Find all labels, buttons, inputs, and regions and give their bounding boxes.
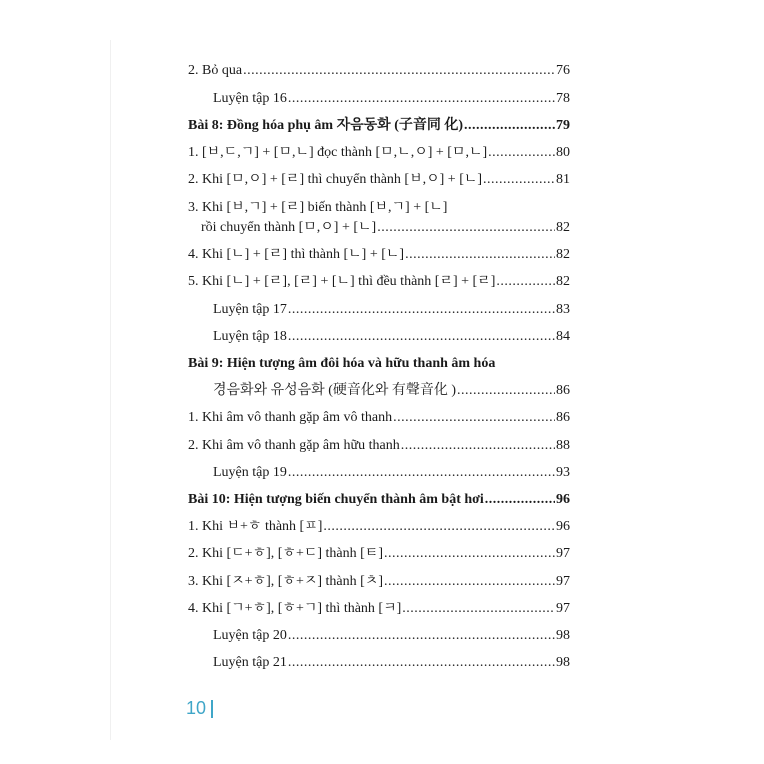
toc-entry-page: 78 <box>556 91 570 106</box>
toc-entry-title: 5. Khi [ㄴ] + [ㄹ], [ㄹ] + [ㄴ] thì đều thành [ㄹ] + [ㄹ] <box>188 274 496 289</box>
dot-leader <box>402 601 555 617</box>
toc-entry <box>188 323 570 345</box>
toc-entry-title: Luyện tập 21 <box>213 655 287 670</box>
toc-entry <box>188 268 570 290</box>
dot-leader <box>393 410 555 426</box>
page-edge <box>110 40 111 740</box>
toc-entry-title: 경음화와 유성음화 (硬音化와 有聲音化 ) <box>213 383 457 398</box>
toc-entry-title: 2. Khi âm vô thanh gặp âm hữu thanh <box>188 438 400 453</box>
toc-entry-page: 82 <box>556 220 570 235</box>
toc-entry-page: 82 <box>556 247 570 262</box>
dot-leader <box>384 574 555 590</box>
toc-entry-page: 86 <box>556 410 570 425</box>
toc-entry <box>188 241 570 263</box>
toc-entry <box>188 459 570 481</box>
toc-entry-page: 96 <box>556 492 570 507</box>
toc-entry <box>188 296 570 318</box>
toc-entry-title: 2. Bỏ qua <box>188 63 243 78</box>
toc-entry-title: Luyện tập 17 <box>213 302 287 317</box>
toc-entry-page: 97 <box>556 574 570 589</box>
dot-leader <box>377 220 555 236</box>
page-number-bar <box>211 700 213 718</box>
page-number <box>186 698 213 719</box>
toc-entry-page: 93 <box>556 465 570 480</box>
dot-leader <box>483 172 555 188</box>
toc-entry-page: 82 <box>556 274 570 289</box>
toc-entry <box>188 595 570 617</box>
toc-entry-page: 97 <box>556 546 570 561</box>
toc-entry-title: 4. Khi [ㄱ+ㅎ], [ㅎ+ㄱ] thì thành [ㅋ] <box>188 601 402 616</box>
toc-entry-page: 97 <box>556 601 570 616</box>
dot-leader <box>288 302 555 318</box>
toc-entry <box>188 622 570 644</box>
dot-leader <box>488 145 555 161</box>
toc-lesson-heading <box>188 112 570 134</box>
toc-entry-title: 1. [ㅂ,ㄷ,ㄱ] + [ㅁ,ㄴ] đọc thành [ㅁ,ㄴ,ㅇ] + [ㅁ,ㄴ] <box>188 145 488 160</box>
toc-entry-title: Luyện tập 16 <box>213 91 287 106</box>
toc-entry-title: Luyện tập 18 <box>213 329 287 344</box>
toc-entry <box>188 166 570 188</box>
toc-entry-title: 3. Khi [ㅂ,ㄱ] + [ㄹ] biến thành [ㅂ,ㄱ] + [ㄴ] <box>188 200 448 215</box>
toc-lesson-heading <box>188 350 570 372</box>
toc-entry-page: 84 <box>556 329 570 344</box>
toc-entry-page: 88 <box>556 438 570 453</box>
dot-leader <box>243 63 555 79</box>
dot-leader <box>288 628 555 644</box>
dot-leader <box>405 247 555 263</box>
dot-leader <box>323 519 555 535</box>
toc-entry-page: 81 <box>556 172 570 187</box>
toc-entry-page: 76 <box>556 63 570 78</box>
toc-entry-title: 2. Khi [ㅁ,ㅇ] + [ㄹ] thì chuyển thành [ㅂ,ㅇ] + [ㄴ] <box>188 172 483 187</box>
dot-leader <box>401 438 555 454</box>
toc-entry-page: 98 <box>556 628 570 643</box>
toc-entry-page: 80 <box>556 145 570 160</box>
page-number-text: 10 <box>186 698 207 718</box>
toc-entry-page: 83 <box>556 302 570 317</box>
toc-entry-title: Bài 10: Hiện tượng biến chuyển thành âm bật hơi <box>188 492 484 507</box>
toc-entry-continuation <box>188 214 570 236</box>
toc-entry-title: 1. Khi âm vô thanh gặp âm vô thanh <box>188 410 393 425</box>
toc-entry-page: 98 <box>556 655 570 670</box>
dot-leader <box>464 118 555 134</box>
toc-entry-page: 86 <box>556 383 570 398</box>
toc-entry-title: Bài 9: Hiện tượng âm đôi hóa và hữu thanh âm hóa <box>188 356 496 371</box>
toc-entry-page: 79 <box>556 118 570 133</box>
dot-leader <box>288 465 555 481</box>
dot-leader <box>457 383 555 399</box>
dot-leader <box>288 655 555 671</box>
toc-entry-title: 3. Khi [ㅈ+ㅎ], [ㅎ+ㅈ] thành [ㅊ] <box>188 574 383 589</box>
toc-entry-title: rồi chuyển thành [ㅁ,ㅇ] + [ㄴ] <box>201 220 377 235</box>
toc-entry-title: Bài 8: Đồng hóa phụ âm 자음동화 (子音同 化) <box>188 118 464 133</box>
dot-leader <box>384 546 555 562</box>
toc-entry <box>188 85 570 107</box>
toc-entry <box>188 404 570 426</box>
dot-leader <box>288 329 555 345</box>
toc-entry <box>188 568 570 590</box>
toc-entry-page: 96 <box>556 519 570 534</box>
toc-entry <box>188 432 570 454</box>
toc-lesson-heading <box>188 486 570 508</box>
toc-entry <box>188 540 570 562</box>
dot-leader <box>485 492 555 508</box>
toc-entry <box>188 139 570 161</box>
toc-entry <box>188 194 570 216</box>
toc-entry-title: Luyện tập 19 <box>213 465 287 480</box>
toc-entry <box>188 57 570 79</box>
toc-lesson-heading-continuation <box>188 377 570 399</box>
toc-entry-title: Luyện tập 20 <box>213 628 287 643</box>
dot-leader <box>496 274 555 290</box>
toc-entry-title: 1. Khi ㅂ+ㅎ thành [ㅍ] <box>188 519 323 534</box>
dot-leader <box>288 91 555 107</box>
toc-entry <box>188 649 570 671</box>
toc-entry <box>188 513 570 535</box>
toc-entry-title: 2. Khi [ㄷ+ㅎ], [ㅎ+ㄷ] thành [ㅌ] <box>188 546 383 561</box>
toc-entry-title: 4. Khi [ㄴ] + [ㄹ] thì thành [ㄴ] + [ㄴ] <box>188 247 405 262</box>
